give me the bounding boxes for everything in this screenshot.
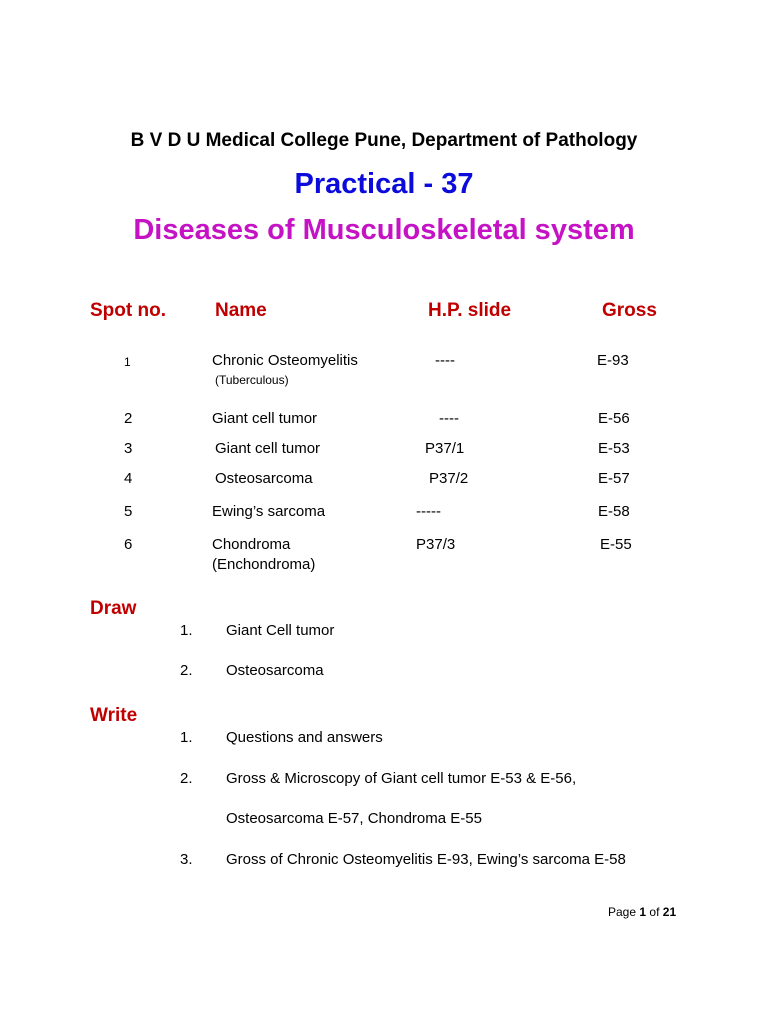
hp-slide-value: P37/1 [425, 440, 465, 457]
list-item: Questions and answers [226, 729, 383, 746]
hp-slide-value: ----- [416, 503, 441, 520]
document-header: B V D U Medical College Pune, Department of Pathology [130, 130, 638, 151]
spot-number: 5 [124, 503, 133, 520]
gross-value: E-57 [598, 470, 630, 487]
page-footer [608, 905, 676, 919]
spot-number: 3 [124, 440, 133, 457]
gross-value: E-55 [600, 536, 632, 553]
list-item: Gross of Chronic Osteomyelitis E-93, Ewing’s sarcoma E-58 [226, 851, 626, 868]
list-item-number: 3. [180, 851, 193, 868]
total-pages: 21 [662, 905, 677, 919]
gross-value: E-53 [598, 440, 630, 457]
list-item: Gross & Microscopy of Giant cell tumor E-53 & E-56, [226, 770, 577, 787]
hp-slide-value: ---- [439, 410, 459, 427]
list-item-number: 1. [180, 729, 193, 746]
list-item: Osteosarcoma [226, 662, 324, 679]
col-header-spot-no: Spot no. [90, 300, 166, 321]
page-number: 1 [639, 905, 647, 919]
list-item-continuation: Osteosarcoma E-57, Chondroma E-55 [226, 810, 482, 827]
specimen-name: Giant cell tumor [212, 410, 318, 427]
hp-slide-value: P37/3 [416, 536, 456, 553]
practical-subtitle: Diseases of Musculoskeletal system [133, 214, 635, 246]
list-item-number: 2. [180, 770, 193, 787]
write-heading: Write [90, 705, 138, 726]
list-item-number: 2. [180, 662, 193, 679]
draw-heading: Draw [90, 598, 137, 619]
specimen-note: (Tuberculous) [215, 373, 289, 387]
page-word: Page [608, 905, 637, 919]
spot-number: 1 [124, 355, 131, 369]
col-header-hp-slide: H.P. slide [428, 300, 512, 321]
hp-slide-value: P37/2 [429, 470, 469, 487]
hp-slide-value: ---- [435, 352, 455, 369]
col-header-gross: Gross [602, 300, 657, 321]
specimen-name: Chronic Osteomyelitis [212, 352, 358, 369]
spot-number: 4 [124, 470, 133, 487]
practical-title: Practical - 37 [294, 168, 474, 200]
gross-value: E-93 [597, 352, 629, 369]
of-word: of [649, 905, 660, 919]
gross-value: E-58 [598, 503, 630, 520]
spot-number: 6 [124, 536, 133, 553]
specimen-note: (Enchondroma) [212, 556, 316, 573]
spot-number: 2 [124, 410, 133, 427]
col-header-name: Name [215, 300, 267, 321]
gross-value: E-56 [598, 410, 630, 427]
list-item-number: 1. [180, 622, 193, 639]
specimen-name: Ewing’s sarcoma [212, 503, 326, 520]
list-item: Giant Cell tumor [226, 622, 335, 639]
specimen-name: Giant cell tumor [215, 440, 321, 457]
specimen-name: Osteosarcoma [215, 470, 313, 487]
specimen-name: Chondroma [212, 536, 291, 553]
